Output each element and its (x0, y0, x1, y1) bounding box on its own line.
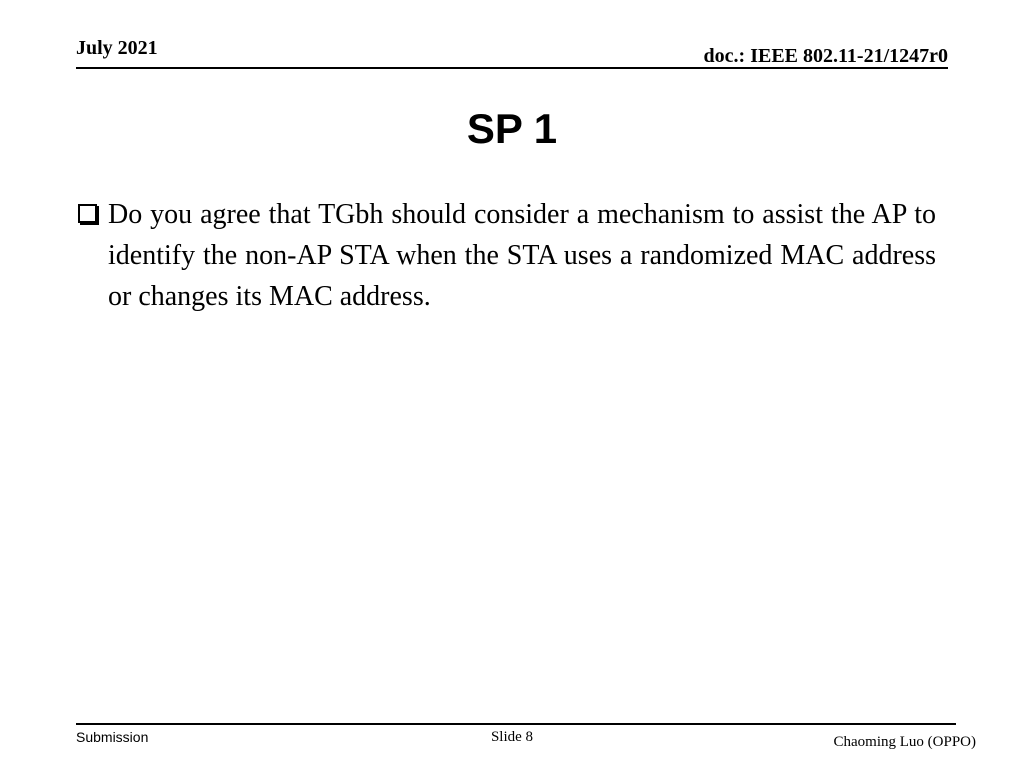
bullet-item (76, 194, 936, 317)
slide-title: SP 1 (466, 105, 558, 152)
slide-body (76, 194, 936, 317)
header-doc-id: doc.: IEEE 802.11-21/1247r0 (703, 45, 948, 67)
header-date: July 2021 (76, 37, 158, 59)
bullet-text: Do you agree that TGbh should consider a mechanism to assist the AP to identify the non-AP STA when the STA uses a randomized MAC address or changes its MAC address. (108, 199, 936, 312)
footer-submission: Submission (76, 729, 149, 745)
header-divider (76, 67, 948, 69)
footer-slide-number: Slide 8 (490, 729, 534, 745)
footer-divider (76, 723, 956, 725)
footer-author: Chaoming Luo (OPPO) (833, 734, 976, 750)
checkbox-square-icon (78, 204, 97, 223)
